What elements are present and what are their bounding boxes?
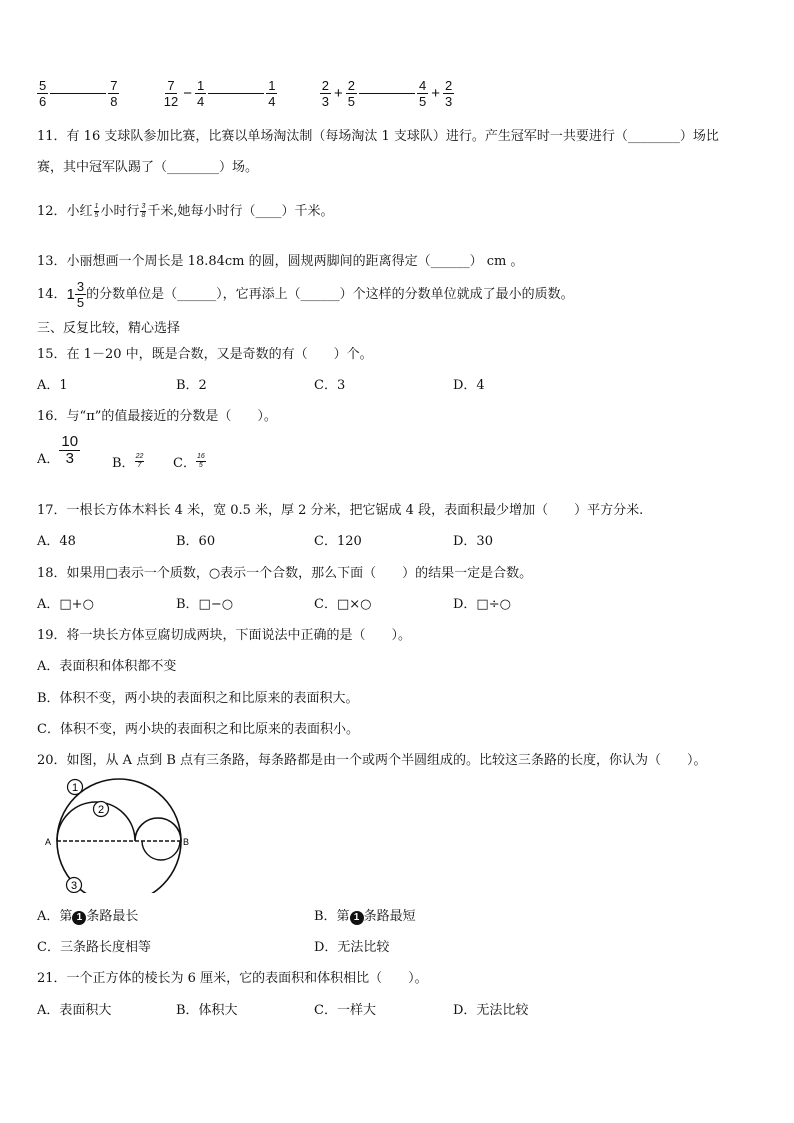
- fraction: $\frac{16}{5}$: [196, 453, 205, 469]
- question-11-line-2: 赛，其中冠军队踢了（________）场。: [37, 160, 259, 175]
- fraction: $\frac{7}{12}$: [163, 78, 179, 109]
- option-d[interactable]: D．□÷○: [453, 597, 511, 612]
- fraction-comparison-row: $\frac{5}{6}$ $\frac{7}{8}$ $\frac{7}{12}$ − $\frac{1}{4}$ $\frac{1}{4}$ $\frac{2}{3}$ + $\frac{2}{5}$ $\frac{4}{5}$ + $\frac{2}{3}$: [39, 78, 453, 109]
- option-d[interactable]: D．无法比较: [453, 1003, 529, 1018]
- question-11-line-1: 11．有 16 支球队参加比赛，比赛以单场淘汰制（每场淘汰 1 支球队）进行。产生冠军时一共要进行（________）场比: [37, 129, 719, 144]
- question-19: 19．将一块长方体豆腐切成两块，下面说法中正确的是（ ）。: [37, 628, 412, 643]
- path-2-small-semicircles: [57, 802, 181, 841]
- option-c[interactable]: C．体积不变，两小块的表面积之和比原来的表面积小。: [37, 722, 359, 737]
- fraction: $\frac{22}{7}$: [135, 453, 144, 469]
- circled-number: 1: [350, 911, 364, 925]
- question-12: 12．小红 $\frac{1}{5}$ 小时行 $\frac{3}{8}$ 千米,她每小时行（____）千米。: [37, 203, 334, 219]
- option-d[interactable]: D．30: [453, 534, 493, 549]
- option-c[interactable]: C． $\frac{16}{5}$: [173, 453, 205, 471]
- fraction: $\frac{2}{3}$: [321, 78, 329, 109]
- option-c[interactable]: C．120: [314, 534, 362, 549]
- option-d[interactable]: D．无法比较: [314, 940, 390, 955]
- fraction: $\frac{1}{4}$: [196, 78, 205, 109]
- path-label-1: 1: [71, 782, 79, 794]
- fraction: $\frac{1}{4}$: [268, 78, 276, 109]
- fraction: $\frac{1}{5}$: [94, 203, 99, 219]
- option-a[interactable]: A．表面积大: [37, 1003, 112, 1018]
- fraction: $\frac{2}{5}$: [347, 78, 355, 109]
- option-b[interactable]: B．□−○: [176, 597, 234, 612]
- question-21: 21．一个正方体的棱长为 6 厘米，它的表面积和体积相比（ ）。: [37, 971, 428, 986]
- option-c[interactable]: C．三条路长度相等: [37, 940, 151, 955]
- option-c[interactable]: C．□×○: [314, 597, 372, 612]
- option-a[interactable]: A．48: [37, 534, 76, 549]
- option-c[interactable]: C．一样大: [314, 1003, 376, 1018]
- fraction: $\frac{7}{8}$: [110, 78, 118, 109]
- question-17: 17．一根长方体木料长 4 米，宽 0.5 米，厚 2 分米，把它锯成 4 段，表面积最少增加（ ）平方分米.: [37, 503, 644, 518]
- path-label-3: 3: [70, 880, 78, 892]
- compare-blank[interactable]: [208, 93, 264, 94]
- point-a-label: A: [45, 837, 52, 847]
- point-b-label: B: [183, 837, 190, 847]
- option-b[interactable]: B．60: [176, 534, 216, 549]
- option-a[interactable]: A．□+○: [37, 597, 94, 612]
- option-d[interactable]: D．4: [453, 378, 485, 393]
- question-18: 18．如果用□表示一个质数，○表示一个合数，那么下面（ ）的结果一定是合数。: [37, 566, 533, 581]
- question-15: 15．在 1－20 中，既是合数，又是奇数的有（ ）个。: [37, 347, 373, 362]
- option-b[interactable]: B．第 1 条路最短: [314, 909, 416, 924]
- compare-blank[interactable]: [359, 93, 415, 94]
- fraction: $\frac{10}{3}$: [61, 433, 79, 467]
- option-a[interactable]: A．表面积和体积都不变: [37, 659, 177, 674]
- option-a[interactable]: A． $\frac{10}{3}$: [37, 433, 79, 467]
- option-b[interactable]: B． $\frac{22}{7}$: [112, 453, 144, 471]
- semicircle-paths-figure: [42, 773, 192, 893]
- path-label-2: 2: [97, 804, 105, 816]
- fraction: $\frac{2}{3}$: [444, 78, 453, 109]
- option-b[interactable]: B．体积大: [176, 1003, 238, 1018]
- compare-blank[interactable]: [50, 93, 106, 94]
- section-title: 三、反复比较，精心选择: [37, 321, 181, 336]
- fraction: $\frac{3}{8}$: [141, 203, 146, 219]
- option-a[interactable]: A．第 1 条路最长: [37, 909, 139, 924]
- question-13: 13．小丽想画一个周长是 18.84cm 的圆，圆规两脚间的距离得定（______） cm 。: [37, 254, 524, 269]
- option-c[interactable]: C．3: [314, 378, 346, 393]
- fraction: $\frac{5}{6}$: [39, 78, 47, 109]
- option-a[interactable]: A．1: [37, 378, 68, 393]
- option-b[interactable]: B．2: [176, 378, 207, 393]
- circled-number: 1: [72, 911, 86, 925]
- fraction: $\frac{3}{5}$: [76, 279, 85, 310]
- lower-small-semicircle: [142, 841, 180, 860]
- question-20: 20．如图，从 A 点到 B 点有三条路，每条路都是由一个或两个半圆组成的。比较这三条路的长度，你认为（ ）。: [37, 753, 707, 768]
- option-b[interactable]: B．体积不变，两小块的表面积之和比原来的表面积大。: [37, 691, 359, 706]
- fraction: $\frac{4}{5}$: [418, 78, 427, 109]
- question-16: 16．与“π”的值最接近的分数是（ ）。: [37, 409, 277, 424]
- question-14: 14．1 $\frac{3}{5}$ 的分数单位是（______），它再添上（______）个这样的分数单位就成了最小的质数。: [37, 279, 574, 310]
